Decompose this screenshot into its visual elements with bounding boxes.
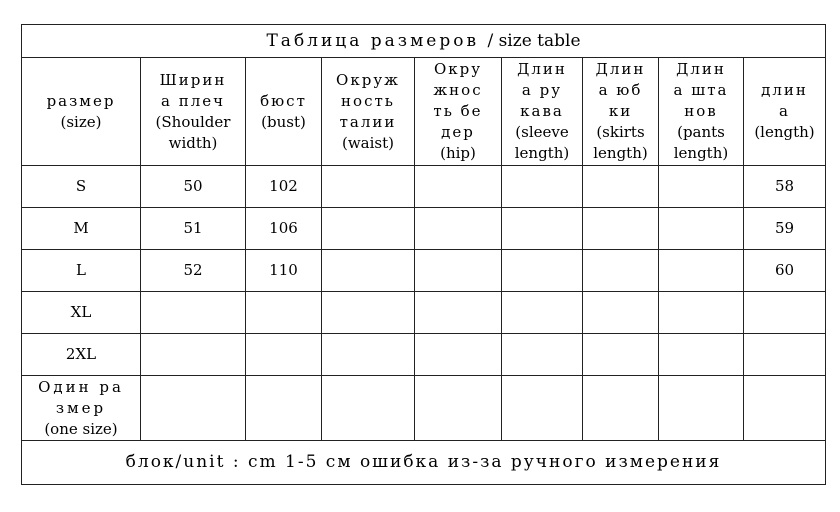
measurement-cell (744, 334, 826, 376)
measurement-cell (141, 376, 246, 441)
header-label-ru: длин (761, 81, 808, 99)
size-table (21, 24, 826, 485)
size-label-cell (22, 166, 141, 208)
measurement-cell: 52 (141, 250, 246, 292)
measurement-cell (744, 376, 826, 441)
header-label-ru: Ширин (159, 70, 227, 89)
measurement-cell: 50 (141, 166, 246, 208)
measurement-cell (415, 250, 502, 292)
header-label-ru: кава (520, 102, 564, 120)
header-label-en: (hip) (440, 144, 476, 162)
header-label-en: (bust) (261, 112, 306, 131)
header-label-ru: а плеч (160, 91, 226, 110)
column-header (502, 58, 583, 166)
table-row (22, 376, 826, 441)
measurement-cell (246, 376, 322, 441)
measurement-cell (583, 208, 659, 250)
header-label-en: (Shoulder (155, 112, 231, 131)
measurement-cell (415, 376, 502, 441)
title-ru: Таблица размеров (266, 30, 480, 51)
header-label-ru: Длин (676, 60, 726, 78)
measurement-cell: 110 (246, 250, 322, 292)
measurement-cell (415, 292, 502, 334)
header-label-ru: а (779, 102, 790, 120)
table-row (22, 334, 826, 376)
header-label-en: length) (514, 144, 570, 162)
header-label-en: width) (168, 133, 218, 152)
size-label: M (73, 219, 89, 237)
header-label-ru: талии (339, 112, 397, 131)
size-label: XL (70, 303, 92, 321)
measurement-cell (502, 376, 583, 441)
measurement-cell: 51 (141, 208, 246, 250)
measurement-cell (659, 250, 744, 292)
header-label-ru: жнос (433, 81, 483, 99)
measurement-cell (659, 292, 744, 334)
table-row (22, 250, 826, 292)
measurement-cell (322, 250, 415, 292)
table-row (22, 208, 826, 250)
header-label-ru: ки (608, 102, 633, 120)
header-label-ru: Окруж (336, 70, 400, 89)
size-label-cell (22, 292, 141, 334)
column-header (583, 58, 659, 166)
size-label-cell (22, 208, 141, 250)
measurement-cell (659, 376, 744, 441)
size-label-cell (22, 376, 141, 441)
measurement-cell (583, 292, 659, 334)
size-label: Один ра (38, 377, 124, 396)
header-label-en: (sleeve (515, 123, 569, 141)
header-label-ru: дер (441, 123, 475, 141)
measurement-cell (246, 292, 322, 334)
measurement-cell (246, 334, 322, 376)
measurement-cell (322, 208, 415, 250)
table-footer-note: блок/unit : cm 1-5 см ошибка из-за ручного измерения (22, 441, 826, 485)
measurement-cell (583, 376, 659, 441)
size-label: 2XL (65, 345, 97, 363)
column-header (415, 58, 502, 166)
measurement-cell (502, 334, 583, 376)
size-label: змер (55, 398, 107, 417)
column-header (141, 58, 246, 166)
header-label-ru: Окру (433, 60, 483, 78)
title-en: / size table (487, 30, 581, 51)
measurement-cell (322, 376, 415, 441)
size-label-cell (22, 250, 141, 292)
measurement-cell (322, 292, 415, 334)
size-label: L (76, 261, 86, 279)
measurement-cell: 60 (744, 250, 826, 292)
measurement-cell (141, 334, 246, 376)
measurement-cell: 102 (246, 166, 322, 208)
column-header (22, 58, 141, 166)
size-label: (one size) (44, 419, 118, 438)
measurement-cell (659, 208, 744, 250)
header-label-en: (pants (677, 123, 725, 141)
measurement-cell (415, 166, 502, 208)
measurement-cell (583, 166, 659, 208)
measurement-cell: 59 (744, 208, 826, 250)
measurement-cell (502, 292, 583, 334)
header-label-ru: а ру (521, 81, 563, 99)
measurement-cell (659, 334, 744, 376)
measurement-cell: 106 (246, 208, 322, 250)
header-label-ru: а шта (673, 81, 729, 99)
measurement-cell (583, 334, 659, 376)
column-header (322, 58, 415, 166)
header-label-en: (skirts (596, 123, 645, 141)
measurement-cell (583, 250, 659, 292)
measurement-cell (502, 166, 583, 208)
measurement-cell (744, 292, 826, 334)
header-label-en: length) (593, 144, 648, 162)
size-label: S (75, 177, 87, 195)
header-label-ru: а юб (598, 81, 643, 99)
measurement-cell (502, 208, 583, 250)
header-label-en: (length) (754, 123, 815, 141)
header-label-en: (waist) (341, 133, 394, 152)
measurement-cell (322, 334, 415, 376)
measurement-cell (415, 334, 502, 376)
table-row (22, 292, 826, 334)
header-label-ru: размер (46, 91, 116, 110)
measurement-cell (659, 166, 744, 208)
column-header (744, 58, 826, 166)
header-label-ru: ность (341, 91, 395, 110)
header-label-en: (size) (60, 112, 102, 131)
column-header (246, 58, 322, 166)
table-row (22, 166, 826, 208)
measurement-cell (502, 250, 583, 292)
column-header (659, 58, 744, 166)
header-label-ru: Длин (517, 60, 567, 78)
measurement-cell (322, 166, 415, 208)
header-label-ru: Длин (595, 60, 646, 78)
table-title (22, 25, 826, 58)
header-label-ru: бюст (260, 91, 307, 110)
header-row (22, 58, 826, 166)
measurement-cell: 58 (744, 166, 826, 208)
measurement-cell (141, 292, 246, 334)
header-label-ru: ть бе (433, 102, 483, 120)
header-label-en: length) (673, 144, 729, 162)
measurement-cell (415, 208, 502, 250)
size-label-cell (22, 334, 141, 376)
header-label-ru: нов (684, 102, 718, 120)
